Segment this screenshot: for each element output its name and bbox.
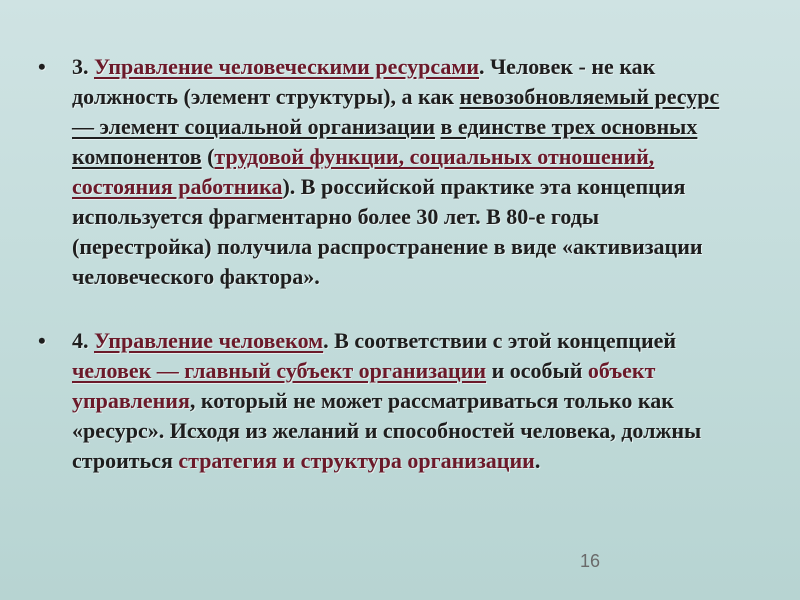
concept-title-link[interactable]: Управление человеческими ресурсами bbox=[94, 54, 480, 79]
paragraph-text: . Человек - не как должность (элемент структуры), а как bbox=[72, 54, 656, 109]
paragraph-text: , который не может рассматриваться только как «ресурс». Исходя из желаний и способностей человека, должны строиться bbox=[72, 388, 702, 473]
components-link[interactable]: трудовой функции, социальных отношений, состояния работника bbox=[72, 144, 655, 199]
underlined-phrase: невозобновляемый ресурс — элемент социальной организации bbox=[72, 84, 720, 139]
bullet-item-4 bbox=[38, 326, 738, 476]
bullet-icon: • bbox=[38, 54, 46, 79]
concept-title-link[interactable]: Управление человеком bbox=[94, 328, 324, 353]
subject-link[interactable]: человек — главный субъект организации bbox=[72, 358, 487, 383]
paragraph-text: . В соответствии с этой концепцией bbox=[323, 328, 677, 353]
bullet-icon: • bbox=[38, 328, 46, 353]
item-number: 3. bbox=[72, 54, 94, 79]
paragraph-text: ). В российской практике эта концепция используется фрагментарно более 30 лет. В 80-е годы (перестройка) получила распространение в виде «активизации человеческого фактора». bbox=[72, 174, 703, 289]
highlight-text: стратегия и структура организации bbox=[178, 448, 535, 473]
slide-content bbox=[38, 52, 738, 476]
bullet-item-3 bbox=[38, 52, 738, 292]
paragraph-text: ( bbox=[201, 144, 215, 169]
highlight-text: объект управления bbox=[72, 358, 656, 413]
paragraph-text: . bbox=[534, 448, 541, 473]
page-number: 16 bbox=[579, 551, 600, 571]
item-number: 4. bbox=[72, 328, 94, 353]
paragraph-text: и особый bbox=[486, 358, 588, 383]
underlined-phrase: в единстве трех основных компонентов bbox=[72, 114, 698, 169]
